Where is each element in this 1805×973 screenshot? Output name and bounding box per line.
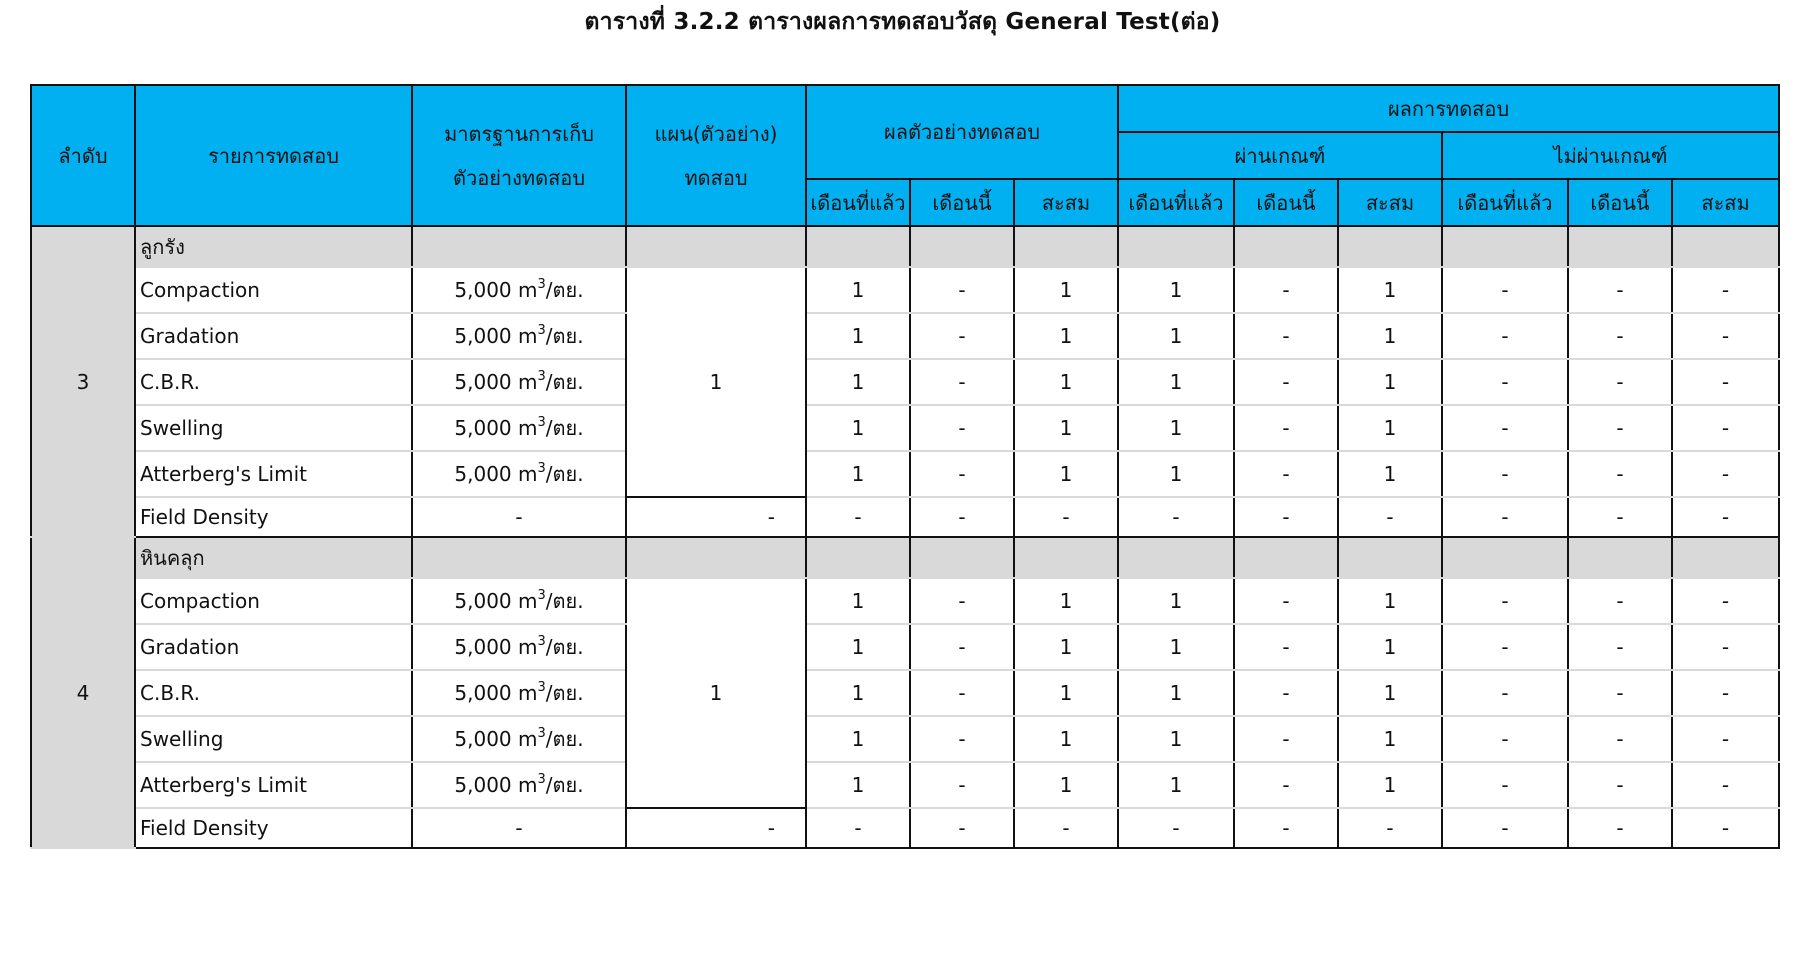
table-row	[31, 405, 1779, 451]
result-cell: -	[1568, 670, 1672, 716]
result-cell: -	[1568, 762, 1672, 808]
test-item-name: Swelling	[135, 716, 412, 762]
result-cell: -	[1672, 578, 1779, 624]
header-standard	[412, 85, 626, 226]
table-row	[31, 497, 1779, 537]
test-standard	[412, 578, 626, 624]
group-empty-cell	[806, 226, 910, 267]
standard-exponent: 3	[537, 461, 546, 476]
table-row	[31, 313, 1779, 359]
result-cell: -	[1568, 359, 1672, 405]
header-samples-this-month: เดือนนี้	[910, 179, 1014, 226]
standard-value: 5,000 m	[454, 462, 538, 486]
group-row	[31, 537, 1779, 578]
result-cell: -	[1442, 762, 1568, 808]
result-cell: 1	[1338, 267, 1442, 313]
result-cell: -	[1672, 624, 1779, 670]
standard-exponent: 3	[537, 588, 546, 603]
result-cell: -	[910, 716, 1014, 762]
result-cell: -	[1118, 808, 1234, 848]
table-header	[31, 85, 1779, 226]
result-cell: 1	[1118, 267, 1234, 313]
result-cell: 1	[1338, 451, 1442, 497]
result-cell: -	[1338, 497, 1442, 537]
result-cell: -	[1672, 716, 1779, 762]
test-standard	[412, 451, 626, 497]
test-item-name: Swelling	[135, 405, 412, 451]
header-pass-cumulative: สะสม	[1338, 179, 1442, 226]
standard-value: 5,000 m	[454, 370, 538, 394]
standard-exponent: 3	[537, 415, 546, 430]
standard-unit: /ตย.	[545, 370, 584, 394]
result-cell: 1	[806, 313, 910, 359]
standard-unit: /ตย.	[545, 773, 584, 797]
result-cell: -	[1118, 497, 1234, 537]
result-cell: -	[1234, 451, 1338, 497]
group-empty-cell	[1442, 226, 1568, 267]
result-cell: 1	[1118, 624, 1234, 670]
result-cell: -	[1568, 716, 1672, 762]
header-pass-this-month: เดือนนี้	[1234, 179, 1338, 226]
result-cell: -	[1442, 624, 1568, 670]
result-cell: -	[1234, 716, 1338, 762]
result-cell: -	[1014, 808, 1118, 848]
plan-value-field-density: -	[626, 808, 806, 848]
result-cell: -	[1672, 359, 1779, 405]
group-empty-cell	[1338, 537, 1442, 578]
result-cell: 1	[1118, 578, 1234, 624]
group-empty-cell	[1234, 537, 1338, 578]
results-table	[30, 84, 1780, 849]
result-cell: -	[1672, 808, 1779, 848]
header-pass: ผ่านเกณฑ์	[1118, 132, 1442, 179]
result-cell: -	[1442, 497, 1568, 537]
group-empty-cell	[1234, 226, 1338, 267]
header-plan	[626, 85, 806, 226]
header-results: ผลการทดสอบ	[1118, 85, 1779, 132]
standard-exponent: 3	[537, 772, 546, 787]
group-empty-cell	[1338, 226, 1442, 267]
test-standard	[412, 359, 626, 405]
standard-exponent: 3	[537, 680, 546, 695]
result-cell: 1	[806, 451, 910, 497]
plan-value: 1	[626, 267, 806, 497]
result-cell: -	[1672, 451, 1779, 497]
table-row	[31, 716, 1779, 762]
result-cell: -	[806, 808, 910, 848]
header-fail-this-month: เดือนนี้	[1568, 179, 1672, 226]
result-cell: 1	[806, 267, 910, 313]
group-seq: 3	[31, 226, 135, 537]
results-table-wrapper	[30, 84, 1780, 849]
result-cell: -	[1442, 359, 1568, 405]
standard-value: 5,000 m	[454, 278, 538, 302]
result-cell: 1	[806, 578, 910, 624]
standard-exponent: 3	[537, 277, 546, 292]
result-cell: -	[910, 313, 1014, 359]
header-seq: ลำดับ	[31, 85, 135, 226]
header-standard-line1: มาตรฐานการเก็บ	[444, 121, 594, 146]
standard-unit: /ตย.	[545, 635, 584, 659]
group-plan-empty	[626, 537, 806, 578]
result-cell: -	[1234, 405, 1338, 451]
table-row	[31, 762, 1779, 808]
test-standard	[412, 624, 626, 670]
result-cell: -	[1568, 578, 1672, 624]
result-cell: -	[1568, 451, 1672, 497]
header-pass-last-month: เดือนที่แล้ว	[1118, 179, 1234, 226]
table-row	[31, 359, 1779, 405]
result-cell: -	[910, 497, 1014, 537]
table-row	[31, 670, 1779, 716]
result-cell: -	[1234, 670, 1338, 716]
result-cell: 1	[1338, 670, 1442, 716]
group-empty-cell	[1672, 537, 1779, 578]
standard-unit: /ตย.	[545, 681, 584, 705]
result-cell: -	[910, 451, 1014, 497]
table-row	[31, 451, 1779, 497]
result-cell: -	[910, 624, 1014, 670]
result-cell: -	[1568, 405, 1672, 451]
group-empty-cell	[910, 537, 1014, 578]
result-cell: -	[1234, 624, 1338, 670]
header-plan-line2: ทดสอบ	[684, 165, 748, 190]
result-cell: -	[806, 497, 910, 537]
result-cell: 1	[806, 716, 910, 762]
result-cell: -	[910, 405, 1014, 451]
result-cell: -	[910, 267, 1014, 313]
result-cell: 1	[806, 762, 910, 808]
test-item-name: Compaction	[135, 578, 412, 624]
result-cell: 1	[806, 359, 910, 405]
standard-value: 5,000 m	[454, 324, 538, 348]
test-item-name: Atterberg's Limit	[135, 451, 412, 497]
test-item-name: Field Density	[135, 497, 412, 537]
result-cell: -	[1442, 451, 1568, 497]
result-cell: 1	[1338, 313, 1442, 359]
group-empty-cell	[1014, 537, 1118, 578]
result-cell: -	[1672, 267, 1779, 313]
test-item-name: Gradation	[135, 313, 412, 359]
header-standard-line2: ตัวอย่างทดสอบ	[452, 165, 586, 190]
header-samples: ผลตัวอย่างทดสอบ	[806, 85, 1118, 179]
result-cell: -	[1234, 808, 1338, 848]
test-standard	[412, 808, 626, 848]
group-empty-cell	[1118, 537, 1234, 578]
result-cell: 1	[1338, 716, 1442, 762]
test-standard	[412, 497, 626, 537]
result-cell: 1	[1118, 451, 1234, 497]
test-item-name: C.B.R.	[135, 359, 412, 405]
standard-unit: /ตย.	[545, 278, 584, 302]
result-cell: 1	[806, 624, 910, 670]
table-body	[31, 226, 1779, 848]
test-standard	[412, 313, 626, 359]
result-cell: 1	[1014, 624, 1118, 670]
result-cell: -	[1442, 670, 1568, 716]
header-samples-cumulative: สะสม	[1014, 179, 1118, 226]
header-fail: ไม่ผ่านเกณฑ์	[1442, 132, 1779, 179]
result-cell: -	[1442, 267, 1568, 313]
result-cell: 1	[1014, 670, 1118, 716]
result-cell: 1	[1338, 762, 1442, 808]
result-cell: -	[910, 578, 1014, 624]
standard-value: 5,000 m	[454, 773, 538, 797]
group-seq: 4	[31, 537, 135, 848]
standard-value: 5,000 m	[454, 416, 538, 440]
result-cell: -	[1442, 716, 1568, 762]
result-cell: -	[1568, 808, 1672, 848]
test-item-name: C.B.R.	[135, 670, 412, 716]
result-cell: -	[1338, 808, 1442, 848]
header-item: รายการทดสอบ	[135, 85, 412, 226]
result-cell: -	[1234, 267, 1338, 313]
page-title: ตารางที่ 3.2.2 ตารางผลการทดสอบวัสดุ General Test(ต่อ)	[584, 9, 1221, 35]
table-row	[31, 808, 1779, 848]
standard-unit: /ตย.	[545, 727, 584, 751]
standard-unit: /ตย.	[545, 324, 584, 348]
test-item-name: Compaction	[135, 267, 412, 313]
result-cell: 1	[1338, 624, 1442, 670]
result-cell: 1	[1338, 578, 1442, 624]
plan-value-field-density: -	[626, 497, 806, 537]
group-plan-empty	[626, 226, 806, 267]
group-name: หินคลุก	[135, 537, 412, 578]
result-cell: 1	[1014, 267, 1118, 313]
result-cell: -	[1234, 497, 1338, 537]
plan-value: 1	[626, 578, 806, 808]
test-item-name: Atterberg's Limit	[135, 762, 412, 808]
result-cell: 1	[806, 670, 910, 716]
standard-value: -	[515, 816, 523, 840]
test-standard	[412, 405, 626, 451]
result-cell: -	[1672, 762, 1779, 808]
test-item-name: Field Density	[135, 808, 412, 848]
header-fail-cumulative: สะสม	[1672, 179, 1779, 226]
result-cell: -	[1234, 578, 1338, 624]
result-cell: 1	[1118, 405, 1234, 451]
result-cell: -	[910, 762, 1014, 808]
test-standard	[412, 716, 626, 762]
result-cell: 1	[1014, 762, 1118, 808]
result-cell: -	[910, 359, 1014, 405]
result-cell: -	[1234, 762, 1338, 808]
result-cell: -	[1442, 808, 1568, 848]
standard-exponent: 3	[537, 726, 546, 741]
result-cell: 1	[1118, 762, 1234, 808]
test-item-name: Gradation	[135, 624, 412, 670]
result-cell: -	[1568, 313, 1672, 359]
result-cell: -	[910, 808, 1014, 848]
group-empty-cell	[1672, 226, 1779, 267]
group-empty-cell	[1014, 226, 1118, 267]
group-std-empty	[412, 537, 626, 578]
group-empty-cell	[1118, 226, 1234, 267]
group-row	[31, 226, 1779, 267]
standard-value: 5,000 m	[454, 681, 538, 705]
group-empty-cell	[1442, 537, 1568, 578]
result-cell: 1	[1338, 405, 1442, 451]
result-cell: -	[1568, 497, 1672, 537]
result-cell: 1	[1118, 670, 1234, 716]
test-standard	[412, 670, 626, 716]
result-cell: -	[1672, 497, 1779, 537]
standard-value: 5,000 m	[454, 727, 538, 751]
result-cell: 1	[1014, 359, 1118, 405]
group-empty-cell	[1568, 537, 1672, 578]
result-cell: 1	[1014, 313, 1118, 359]
result-cell: 1	[1118, 359, 1234, 405]
result-cell: 1	[1014, 405, 1118, 451]
test-standard	[412, 267, 626, 313]
result-cell: -	[1234, 313, 1338, 359]
standard-value: -	[515, 505, 523, 529]
result-cell: -	[1442, 578, 1568, 624]
result-cell: 1	[1338, 359, 1442, 405]
result-cell: 1	[1118, 716, 1234, 762]
table-row	[31, 267, 1779, 313]
group-empty-cell	[1568, 226, 1672, 267]
header-samples-last-month: เดือนที่แล้ว	[806, 179, 910, 226]
group-std-empty	[412, 226, 626, 267]
result-cell: 1	[1014, 451, 1118, 497]
standard-unit: /ตย.	[545, 589, 584, 613]
standard-value: 5,000 m	[454, 635, 538, 659]
result-cell: -	[1014, 497, 1118, 537]
standard-exponent: 3	[537, 369, 546, 384]
result-cell: -	[1568, 624, 1672, 670]
result-cell: -	[1442, 405, 1568, 451]
test-standard	[412, 762, 626, 808]
result-cell: -	[1672, 670, 1779, 716]
result-cell: -	[1234, 359, 1338, 405]
result-cell: 1	[1014, 578, 1118, 624]
standard-exponent: 3	[537, 634, 546, 649]
group-name: ลูกรัง	[135, 226, 412, 267]
header-plan-line1: แผน(ตัวอย่าง)	[654, 121, 778, 146]
header-fail-last-month: เดือนที่แล้ว	[1442, 179, 1568, 226]
result-cell: -	[1672, 313, 1779, 359]
group-empty-cell	[910, 226, 1014, 267]
result-cell: -	[1672, 405, 1779, 451]
table-row	[31, 624, 1779, 670]
result-cell: -	[1442, 313, 1568, 359]
result-cell: 1	[1118, 313, 1234, 359]
standard-unit: /ตย.	[545, 416, 584, 440]
table-row	[31, 578, 1779, 624]
result-cell: 1	[806, 405, 910, 451]
result-cell: -	[910, 670, 1014, 716]
standard-exponent: 3	[537, 323, 546, 338]
result-cell: -	[1568, 267, 1672, 313]
result-cell: 1	[1014, 716, 1118, 762]
group-empty-cell	[806, 537, 910, 578]
standard-value: 5,000 m	[454, 589, 538, 613]
standard-unit: /ตย.	[545, 462, 584, 486]
